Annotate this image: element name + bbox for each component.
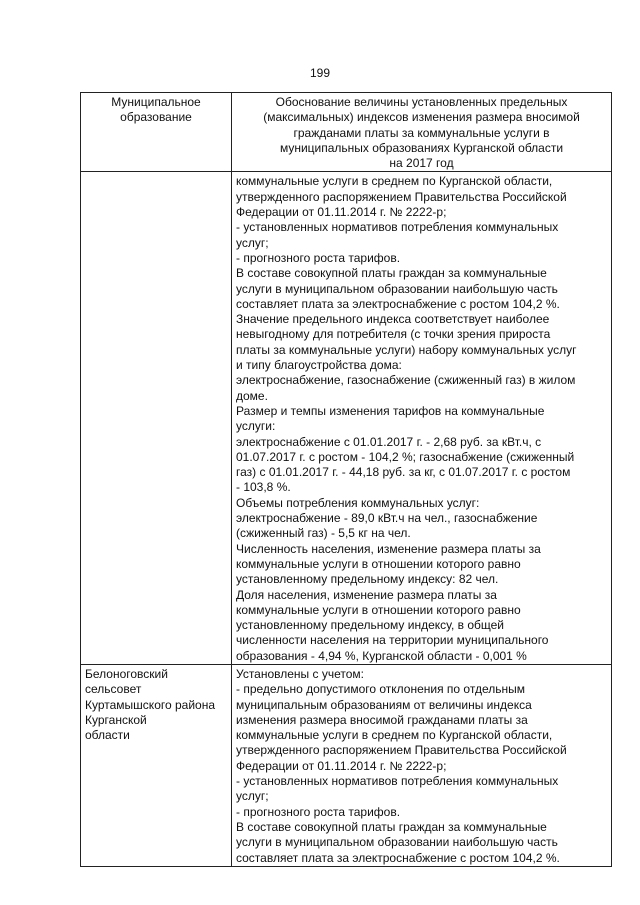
text-line: (максимальных) индексов изменения размера вносимой [263, 110, 580, 125]
text-line: 01.07.2017 г. с ростом - 104,2 %; газоснабжение (сжиженный [236, 449, 575, 464]
text-line: доме. [236, 388, 268, 403]
text-line: образования - 4,94 %, Курганской области - 0,001 % [236, 648, 527, 663]
text-line: гражданами платы за коммунальные услуги в [293, 125, 550, 140]
text-line: и типу благоустройства дома: [236, 358, 402, 373]
text-line: Куртамышского района [85, 697, 216, 712]
text-line: платы за коммунальные услуги) набору коммунальных услуг [236, 342, 577, 357]
text-line: - прогнозного роста тарифов. [236, 250, 401, 265]
text-line: услуг; [236, 235, 269, 250]
text-line: Размер и темпы изменения тарифов на коммунальные [236, 403, 545, 418]
table-row [81, 172, 612, 665]
text-line: области [85, 728, 130, 743]
text-line: Муниципальное [111, 95, 201, 109]
text-line: Белоноговский [85, 666, 168, 681]
text-line: сельсовет [85, 682, 142, 697]
text-line: муниципальных образованиях Курганской области [279, 140, 564, 155]
text-line: установленному предельному индексу, в общей [236, 618, 504, 633]
text-line: Федерации от 01.11.2014 г. № 2222-р; [236, 205, 447, 220]
text-line: В составе совокупной платы граждан за коммунальные [236, 266, 547, 281]
text-line: коммунальные услуги в отношении которого равно [236, 602, 521, 617]
tariff-justification-table [80, 92, 612, 867]
text-line: коммунальные услуги в среднем по Курганской области, [236, 728, 553, 743]
text-line: невыгодному для потребителя (с точки зрения прироста [236, 327, 551, 342]
text-line: утвержденного распоряжением Правительства Российской [236, 189, 567, 204]
page-number: 199 [309, 66, 331, 80]
text-line: на 2017 год [389, 156, 454, 171]
justification-cell [232, 664, 612, 866]
text-line: образование [120, 110, 192, 125]
text-line: - предельно допустимого отклонения по отдельным [236, 682, 525, 697]
municipality-cell [81, 664, 232, 866]
text-line: (сжиженный газ) - 5,5 кг на чел. [236, 526, 411, 541]
text-line: Доля населения, изменение размера платы за [236, 587, 497, 602]
text-line: услуги в муниципальном образовании наибольшую часть [236, 281, 558, 296]
table-header-row [81, 93, 612, 172]
header-justification [232, 93, 612, 172]
text-line: Численность населения, изменение размера платы за [236, 541, 541, 556]
text-line: численности населения на территории муниципального [236, 633, 549, 648]
text-line: услуг; [236, 789, 269, 804]
text-line: муниципальным образованиям от величины индекса [236, 697, 532, 712]
text-line: электроснабжение - 89,0 кВт.ч на чел., газоснабжение [236, 511, 538, 526]
table-row [81, 664, 612, 866]
text-line: коммунальные услуги в среднем по Курганской области, [236, 174, 553, 189]
text-line: установленному предельному индексу: 82 чел. [236, 572, 499, 587]
text-line: утвержденного распоряжением Правительства Российской [236, 743, 567, 758]
justification-cell [232, 172, 612, 665]
text-line: Значение предельного индекса соответствует наиболее [236, 312, 550, 327]
text-line: услуги в муниципальном образовании наибольшую часть [236, 835, 558, 850]
text-line: - 103,8 %. [236, 480, 291, 495]
text-line: газ) с 01.01.2017 г. - 44,18 руб. за кг, с 01.07.2017 г. с ростом [236, 465, 571, 480]
text-line: Федерации от 01.11.2014 г. № 2222-р; [236, 758, 447, 773]
text-line: составляет плата за электроснабжение с ростом 104,2 %. [236, 296, 560, 311]
text-line: изменения размера вносимой гражданами платы за [236, 712, 528, 727]
text-line: составляет плата за электроснабжение с ростом 104,2 %. [236, 850, 560, 865]
text-line: Установлены с учетом: [236, 666, 364, 681]
text-line: электроснабжение с 01.01.2017 г. - 2,68 руб. за кВт.ч, с [236, 434, 542, 449]
text-line: электроснабжение, газоснабжение (сжиженный газ) в жилом [236, 373, 576, 388]
text-line: коммунальные услуги в отношении которого равно [236, 556, 521, 571]
text-line: В составе совокупной платы граждан за коммунальные [236, 819, 547, 834]
header-municipality [81, 93, 232, 172]
text-line: Объемы потребления коммунальных услуг: [236, 495, 480, 510]
text-line: - прогнозного роста тарифов. [236, 804, 401, 819]
text-line: Курганской [85, 712, 147, 727]
text-line: - установленных нормативов потребления коммунальных [236, 774, 559, 789]
text-line: услуги: [236, 419, 276, 434]
municipality-cell [81, 172, 232, 665]
text-line: Обоснование величины установленных предельных [275, 95, 568, 109]
text-line: - установленных нормативов потребления коммунальных [236, 220, 559, 235]
